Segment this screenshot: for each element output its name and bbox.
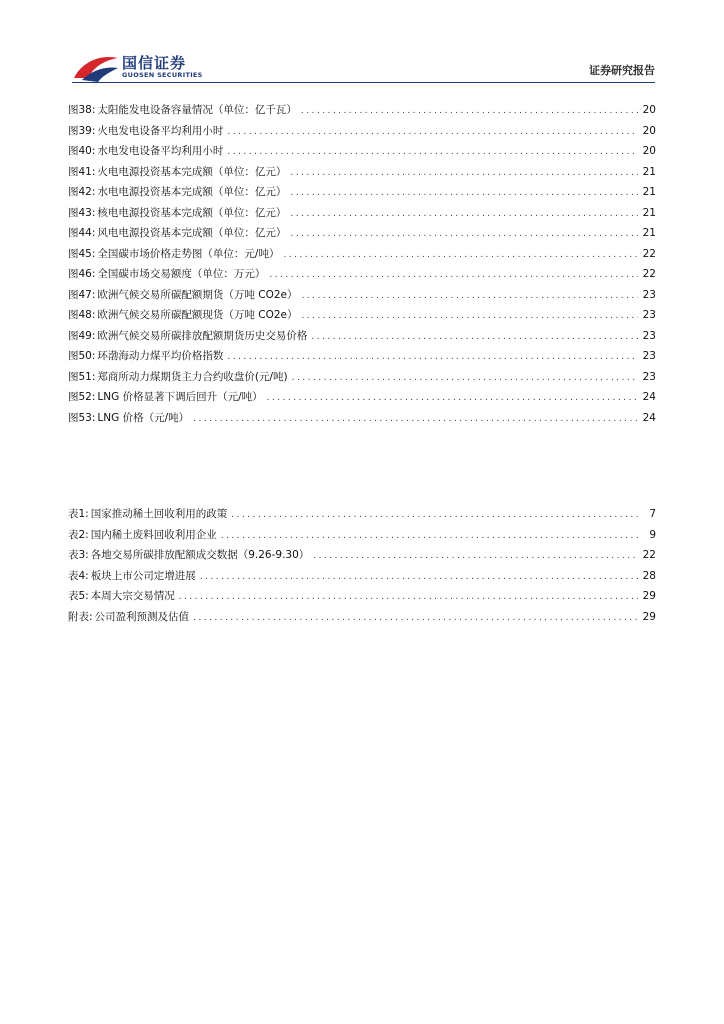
toc-entry[interactable]: [68, 568, 656, 589]
toc-leader-dots: [290, 166, 638, 178]
toc-entry-page: 20: [642, 104, 656, 116]
toc-entry[interactable]: [68, 184, 656, 205]
toc-entry-page: 22: [642, 268, 656, 280]
toc-leader-dots: [193, 412, 638, 424]
toc-entry-label: 图52:: [68, 391, 96, 403]
toc-leader-dots: [311, 330, 638, 342]
toc-entry-label: 图47:: [68, 288, 96, 301]
toc-entry[interactable]: [68, 389, 656, 410]
toc-leader-dots: [290, 207, 638, 219]
toc-entry[interactable]: [68, 410, 656, 431]
toc-entry-label: 附表:: [68, 610, 93, 623]
toc-entry-label: 图43:: [68, 206, 96, 219]
toc-entry[interactable]: [68, 225, 656, 246]
toc-entry-title: 郑商所动力煤期货主力合约收盘价(元/吨): [97, 370, 288, 383]
toc-leader-dots: [283, 248, 638, 260]
toc-entry-page: 20: [642, 145, 656, 157]
toc-entry[interactable]: [68, 506, 656, 527]
toc-entry[interactable]: [68, 609, 656, 630]
toc-entry-label: 图46:: [68, 268, 96, 280]
toc-entry-title: 国内稀土废料回收利用企业: [90, 528, 217, 541]
toc-entry-title: 欧洲气候交易所碳配额期货（万吨 CO2e）: [97, 288, 298, 301]
toc-entry-page: 23: [642, 288, 656, 301]
toc-entry-title: 欧洲气候交易所碳排放配额期货历史交易价格: [97, 329, 308, 342]
toc-leader-dots: [292, 371, 638, 383]
toc-entry-label: 图51:: [68, 370, 96, 383]
toc-leader-dots: [313, 549, 638, 561]
toc-entry-page: 29: [642, 610, 656, 623]
toc-entry-page: 22: [642, 549, 656, 561]
header-divider: [72, 82, 655, 83]
toc-entry-title: 板块上市公司定增进展: [90, 569, 196, 582]
toc-entry-title: 国家推动稀土回收利用的政策: [90, 508, 228, 520]
toc-entry-title: 全国碳市场价格走势图（单位：元/吨）: [97, 247, 280, 260]
toc-leader-dots: [301, 289, 638, 301]
toc-entry-label: 图39:: [68, 124, 96, 137]
toc-entry-page: 23: [642, 309, 656, 321]
logo-text-en: GUOSEN SECURITIES: [122, 71, 203, 79]
toc-entry-label: 图44:: [68, 227, 96, 239]
toc-entry-page: 24: [642, 411, 656, 424]
toc-entry[interactable]: [68, 266, 656, 287]
toc-entry-label: 图48:: [68, 309, 96, 321]
toc-entry-label: 图41:: [68, 165, 96, 178]
toc-entry-title: 太阳能发电设备容量情况（单位：亿千瓦）: [97, 104, 297, 116]
toc-entry-page: 28: [642, 569, 656, 582]
toc-leader-dots: [193, 611, 638, 623]
toc-leader-dots: [231, 508, 638, 520]
toc-entry-page: 24: [642, 391, 656, 403]
toc-leader-dots: [301, 104, 638, 116]
page-header: [0, 0, 724, 84]
toc-entry-label: 表1:: [68, 508, 89, 520]
toc-leader-dots: [200, 570, 638, 582]
toc-entry[interactable]: [68, 348, 656, 369]
toc-leader-dots: [301, 309, 638, 321]
toc-entry-page: 21: [642, 227, 656, 239]
toc-entry[interactable]: [68, 588, 656, 609]
toc-entry-page: 21: [642, 186, 656, 198]
toc-entry-page: 20: [642, 124, 656, 137]
toc-entry-title: 火电电源投资基本完成额（单位：亿元）: [97, 165, 287, 178]
toc-leader-dots: [227, 350, 638, 362]
toc-leader-dots: [290, 227, 638, 239]
toc-entry[interactable]: [68, 164, 656, 185]
toc-entry[interactable]: [68, 123, 656, 144]
toc-entry-page: 23: [642, 329, 656, 342]
toc-entry[interactable]: [68, 547, 656, 568]
toc-entry-page: 23: [642, 370, 656, 383]
toc-entry-title: 火电发电设备平均利用小时: [97, 124, 224, 137]
toc-entry-page: 23: [642, 350, 656, 362]
toc-entry-title: 全国碳市场交易额度（单位：万元）: [97, 268, 266, 280]
table-list: [68, 506, 656, 629]
toc-entry-label: 图53:: [68, 411, 96, 424]
toc-entry-page: 21: [642, 206, 656, 219]
toc-entry[interactable]: [68, 527, 656, 548]
toc-entry-title: 各地交易所碳排放配额成交数据（9.26-9.30）: [90, 549, 310, 561]
toc-entry-page: 9: [649, 528, 656, 541]
toc-entry-label: 图50:: [68, 350, 96, 362]
toc-entry-label: 表3:: [68, 549, 89, 561]
toc-entry-label: 图49:: [68, 329, 96, 342]
toc-entry-page: 29: [642, 590, 656, 602]
toc-leader-dots: [179, 590, 638, 602]
logo-text-cn: 国信证券: [122, 54, 187, 72]
toc-entry-label: 图42:: [68, 186, 96, 198]
toc-leader-dots: [221, 529, 638, 541]
toc-entry-page: 21: [642, 165, 656, 178]
toc-entry-label: 图40:: [68, 145, 96, 157]
toc-leader-dots: [267, 391, 638, 403]
toc-entry[interactable]: [68, 328, 656, 349]
toc-entry-page: 22: [642, 247, 656, 260]
toc-entry[interactable]: [68, 307, 656, 328]
toc-entry[interactable]: [68, 369, 656, 390]
toc-entry-title: 水电发电设备平均利用小时: [97, 145, 224, 157]
toc-entry-title: 风电电源投资基本完成额（单位：亿元）: [97, 227, 287, 239]
report-type-label: 证券研究报告: [589, 64, 655, 77]
toc-entry-label: 表5:: [68, 590, 89, 602]
figure-list: [68, 102, 656, 430]
toc-entry-title: LNG 价格（元/吨）: [97, 411, 190, 424]
toc-entry-title: 水电电源投资基本完成额（单位：亿元）: [97, 186, 287, 198]
toc-entry[interactable]: [68, 102, 656, 123]
toc-leader-dots: [227, 145, 638, 157]
toc-entry-title: 核电电源投资基本完成额（单位：亿元）: [97, 206, 287, 219]
toc-entry-title: LNG 价格显著下调后回升（元/吨）: [97, 391, 263, 403]
toc-entry-label: 表2:: [68, 528, 89, 541]
toc-entry-title: 公司盈利预测及估值: [94, 610, 190, 623]
toc-entry-title: 欧洲气候交易所碳配额现货（万吨 CO2e）: [97, 309, 298, 321]
toc-entry-label: 表4:: [68, 569, 89, 582]
toc-entry-label: 图38:: [68, 104, 96, 116]
toc-entry-title: 本周大宗交易情况: [90, 590, 175, 602]
toc-entry[interactable]: [68, 246, 656, 267]
toc-entry[interactable]: [68, 205, 656, 226]
toc-leader-dots: [290, 186, 638, 198]
toc-leader-dots: [227, 125, 638, 137]
toc-entry-label: 图45:: [68, 247, 96, 260]
toc-entry[interactable]: [68, 287, 656, 308]
toc-entry-page: 7: [649, 508, 656, 520]
toc-entry-title: 环渤海动力煤平均价格指数: [97, 350, 224, 362]
toc-leader-dots: [269, 268, 638, 280]
toc-entry[interactable]: [68, 143, 656, 164]
